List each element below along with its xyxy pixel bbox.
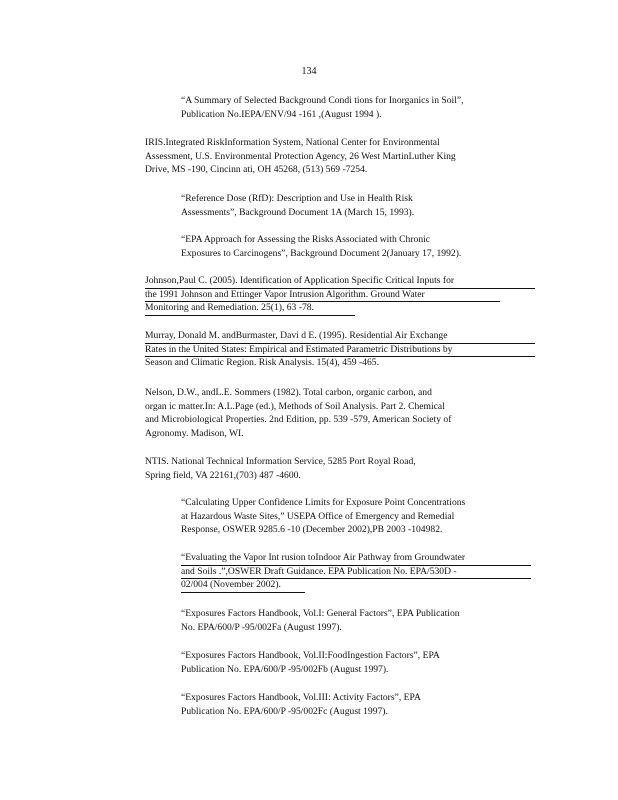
reference-line: Exposures to Carcinogens”, Background Document 2(January 17, 1992). (181, 247, 462, 259)
reference-ntis-efh-vol3 (181, 691, 531, 718)
reference-line: and Soils .”,OSWER Draft Guidance. EPA Publication No. EPA/530D - (181, 566, 531, 580)
reference-line: Response, OSWER 9285.6 -10 (December 2002),PB 2003 -104982. (181, 524, 443, 536)
reference-background-inorganics (181, 94, 531, 121)
reference-ntis-efh-vol2 (181, 649, 531, 676)
reference-line: Nelson, D.W., andL.E. Sommers (1982). Total carbon, organic carbon, and (145, 387, 432, 398)
reference-line: “Exposures Factors Handbook, Vol.III: Activity Factors”, EPA (181, 692, 421, 703)
reference-line: Assessments”, Background Document 1A (March 15, 1993). (181, 206, 415, 218)
reference-line: Season and Climatic Region. Risk Analysis. 15(4), 459 -465. (145, 357, 379, 369)
reference-johnson-2005 (145, 275, 535, 316)
reference-line: Publication No. EPA/600/P -95/002Fc (August 1997). (181, 705, 388, 717)
reference-line: NTIS. National Technical Information Service, 5285 Port Royal Road, (145, 456, 416, 467)
reference-line: “Exposures Factors Handbook, Vol.I: General Factors”, EPA Publication (181, 608, 460, 619)
reference-line: “Reference Dose (RfD): Description and Use in Health Risk (181, 193, 413, 204)
reference-line: “A Summary of Selected Background Condi tions for Inorganics in Soil”, (181, 95, 464, 106)
reference-ntis-vapor-intrusion (181, 552, 531, 593)
reference-line: Murray, Donald M. andBurmaster, Davi d E. (1995). Residential Air Exchange (145, 330, 535, 344)
reference-line: organ ic matter.In: A.L.Page (ed.), Methods of Soil Analysis. Part 2. Chemical (145, 400, 445, 412)
reference-line: at Hazardous Waste Sites,” USEPA Office of Emergency and Remedial (181, 510, 455, 522)
reference-ntis-ucl (181, 496, 531, 537)
reference-nelson-sommers-1982 (145, 386, 535, 440)
reference-line: Rates in the United States: Empirical and Estimated Parametric Distributions by (145, 344, 535, 358)
reference-line: No. EPA/600/P -95/002Fa (August 1997). (181, 621, 342, 633)
reference-line: Agronomy. Madison, WI. (145, 427, 244, 439)
reference-line: Publication No.IEPA/ENV/94 -161 ,(August 1994 ). (181, 108, 382, 120)
reference-line: 02/004 (November 2002). (181, 579, 305, 593)
reference-ntis-efh-vol1 (181, 607, 531, 634)
reference-line: IRIS.Integrated RiskInformation System, National Center for Environmental (145, 137, 440, 148)
reference-line: and Microbiological Properties. 2nd Edition, pp. 539 -579, American Society of (145, 414, 452, 426)
page-number: 134 (301, 66, 317, 77)
reference-murray-burmaster-1995 (145, 330, 535, 370)
reference-line: Assessment, U.S. Environmental Protection Agency, 26 West MartinLuther King (145, 150, 456, 162)
reference-line: “Evaluating the Vapor Int rusion toIndoor Air Pathway from Groundwater (181, 552, 531, 566)
reference-line: Publication No. EPA/600/P -95/002Fb (August 1997). (181, 663, 389, 675)
reference-line: Drive, MS -190, Cincinn ati, OH 45268, (513) 569 -7254. (145, 164, 368, 176)
reference-iris-carcinogens (181, 233, 531, 260)
reference-iris-rfd (181, 192, 531, 219)
reference-line: Johnson,Paul C. (2005). Identification of Application Specific Critical Inputs for (145, 275, 535, 289)
reference-ntis (145, 455, 535, 482)
reference-line: “Calculating Upper Confidence Limits for Exposure Point Concentrations (181, 497, 466, 508)
reference-line: Monitoring and Remediation. 25(1), 63 -78. (145, 302, 355, 316)
reference-line: “Exposures Factors Handbook, Vol.II:FoodIngestion Factors”, EPA (181, 650, 440, 661)
reference-iris (145, 136, 535, 177)
reference-line: Spring field, VA 22161,(703) 487 -4600. (145, 469, 301, 481)
reference-line: “EPA Approach for Assessing the Risks Associated with Chronic (181, 234, 431, 245)
reference-line: the 1991 Johnson and Ettinger Vapor Intrusion Algorithm. Ground Water (145, 289, 500, 303)
